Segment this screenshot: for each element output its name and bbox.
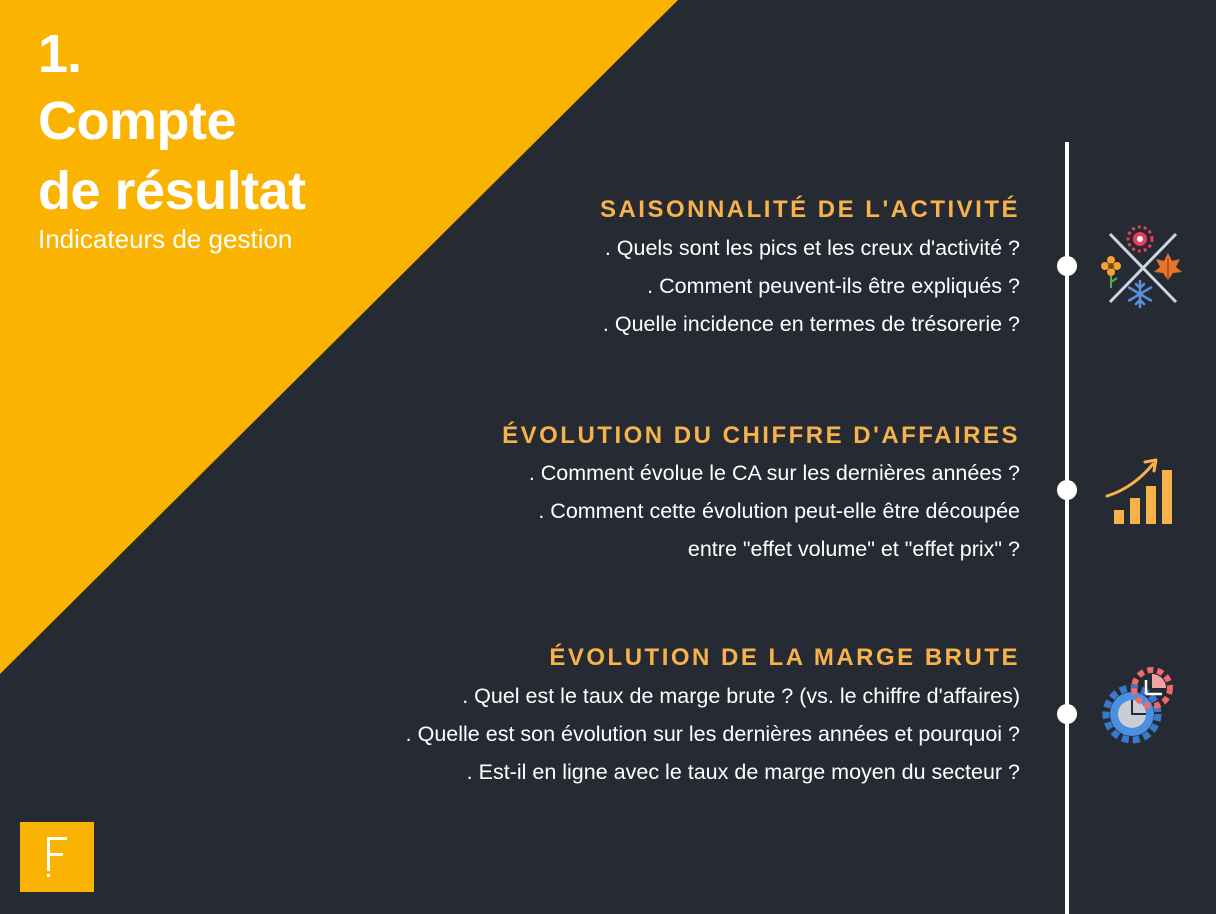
- question-item: . Comment peuvent-ils être expliqués ?: [647, 274, 1020, 298]
- section-heading: SAISONNALITÉ DE L'ACTIVITÉ: [599, 196, 1020, 223]
- question-item: . Est-il en ligne avec le taux de marge moyen du secteur ?: [466, 760, 1020, 784]
- f-logo-icon: [20, 822, 94, 892]
- question-item: entre "effet volume" et "effet prix" ?: [687, 537, 1020, 561]
- page-title-line2: de résultat: [38, 161, 306, 221]
- question-item: . Comment cette évolution peut-elle être découpée: [538, 499, 1020, 523]
- question-item: . Quelle incidence en termes de trésorerie ?: [602, 312, 1020, 336]
- question-item: . Quels sont les pics et les creux d'activité ?: [604, 236, 1020, 260]
- page-subtitle: Indicateurs de gestion: [38, 224, 293, 254]
- growth-chart-icon: [1103, 456, 1179, 528]
- hero-block: [38, 22, 306, 256]
- section-heading: ÉVOLUTION DE LA MARGE BRUTE: [549, 644, 1020, 671]
- question-item: . Quelle est son évolution sur les dernières années et pourquoi ?: [405, 722, 1020, 746]
- question-item: . Quel est le taux de marge brute ? (vs. le chiffre d'affaires): [462, 684, 1020, 708]
- section-heading: ÉVOLUTION DU CHIFFRE D'AFFAIRES: [502, 422, 1020, 449]
- gear-pie-icon: [1100, 666, 1186, 748]
- section-saisonnalite: [600, 195, 1020, 343]
- seasons-icon: [1100, 224, 1186, 312]
- question-item: . Comment évolue le CA sur les dernières années ?: [528, 461, 1020, 485]
- timeline-dot-2: [1057, 480, 1077, 500]
- timeline-dot-3: [1057, 704, 1077, 724]
- section-chiffre-affaires: [502, 421, 1020, 568]
- page-title-line1: Compte: [38, 91, 236, 151]
- section-number: 1.: [38, 24, 82, 84]
- timeline-dot-1: [1057, 256, 1077, 276]
- section-marge-brute: [406, 643, 1020, 791]
- logo-letter: [40, 833, 74, 881]
